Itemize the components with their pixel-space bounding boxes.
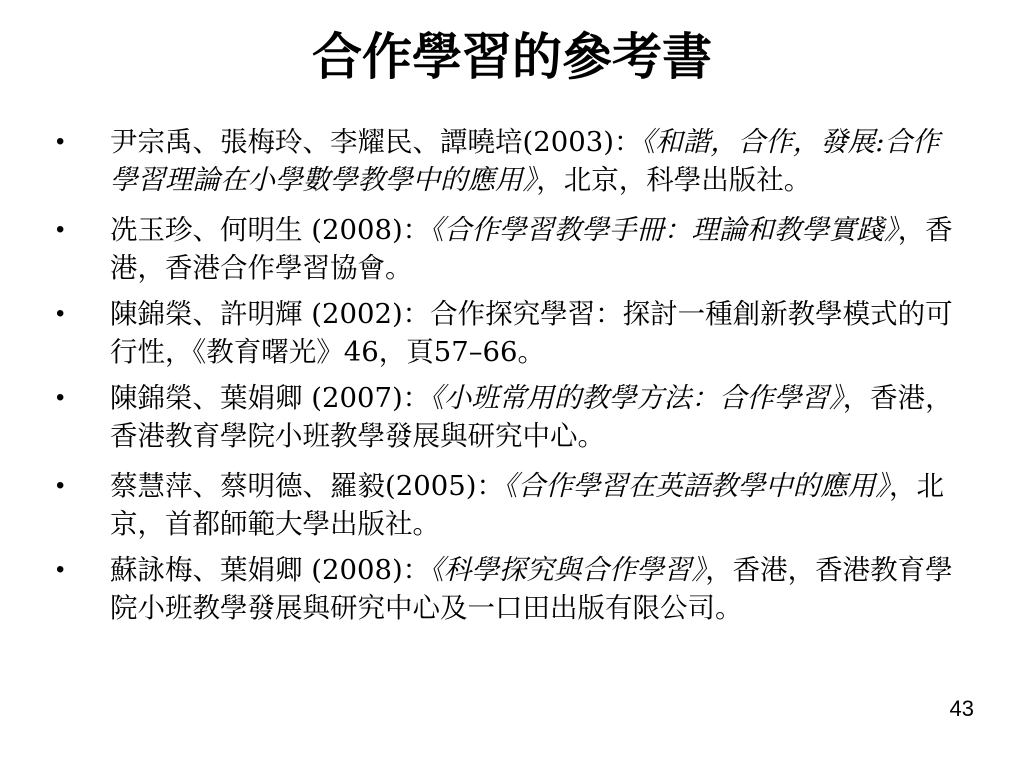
- bullet-icon: •: [56, 128, 65, 155]
- reference-book-title: 《合作學習教學手冊：理論和教學實踐》: [430, 214, 898, 246]
- reference-authors: 冼玉珍、何明生 (2008)：: [110, 214, 431, 246]
- reference-authors: 尹宗禹、張梅玲、李耀民、譚曉培(2003)：: [110, 126, 642, 158]
- reference-item-5: [56, 467, 966, 543]
- bullet-icon: •: [56, 300, 65, 327]
- bullet-icon: •: [56, 556, 65, 583]
- slide-title: 合作學習的參考書: [312, 27, 712, 86]
- reference-publisher: ，北京，科學出版社。: [536, 164, 812, 196]
- reference-book-title: 《和諧，合作，發展:合作學習理論在小學數學教學中的應用》: [110, 126, 940, 196]
- page-number: 43: [949, 696, 974, 721]
- bullet-icon: •: [56, 384, 65, 411]
- reference-item-1: [56, 123, 966, 199]
- reference-authors: 蔡慧萍、蔡明德、羅毅(2005)：: [110, 470, 504, 502]
- reference-book-title: 《小班常用的教學方法：合作學習》: [430, 382, 843, 414]
- reference-item-4: [56, 379, 966, 455]
- reference-publisher: ，北京，首都師範大學出版社。: [110, 470, 944, 540]
- reference-item-3: [56, 295, 966, 371]
- reference-publisher: ，香港，香港教育學院小班教學發展與研究中心及一口田出版有限公司。: [110, 554, 953, 624]
- reference-authors: 陳錦榮、許明輝 (2002)：合作探究學習：探討一種創新教學模式的可行性，《教育曙光》46，頁57–66。: [110, 298, 953, 368]
- reference-item-2: [56, 211, 966, 287]
- bullet-icon: •: [56, 472, 65, 499]
- reference-book-title: 《合作學習在英語教學中的應用》: [503, 470, 889, 502]
- reference-authors: 陳錦榮、葉娟卿 (2007)：: [110, 382, 431, 414]
- reference-publisher: ，香港，香港合作學習協會。: [110, 214, 953, 284]
- reference-item-6: [56, 551, 966, 627]
- reference-list: [56, 123, 966, 639]
- bullet-icon: •: [56, 216, 65, 243]
- reference-authors: 蘇詠梅、葉娟卿 (2008)：: [110, 554, 431, 586]
- reference-publisher: ，香港，香港教育學院小班教學發展與研究中心。: [110, 382, 953, 452]
- reference-book-title: 《科學探究與合作學習》: [430, 554, 706, 586]
